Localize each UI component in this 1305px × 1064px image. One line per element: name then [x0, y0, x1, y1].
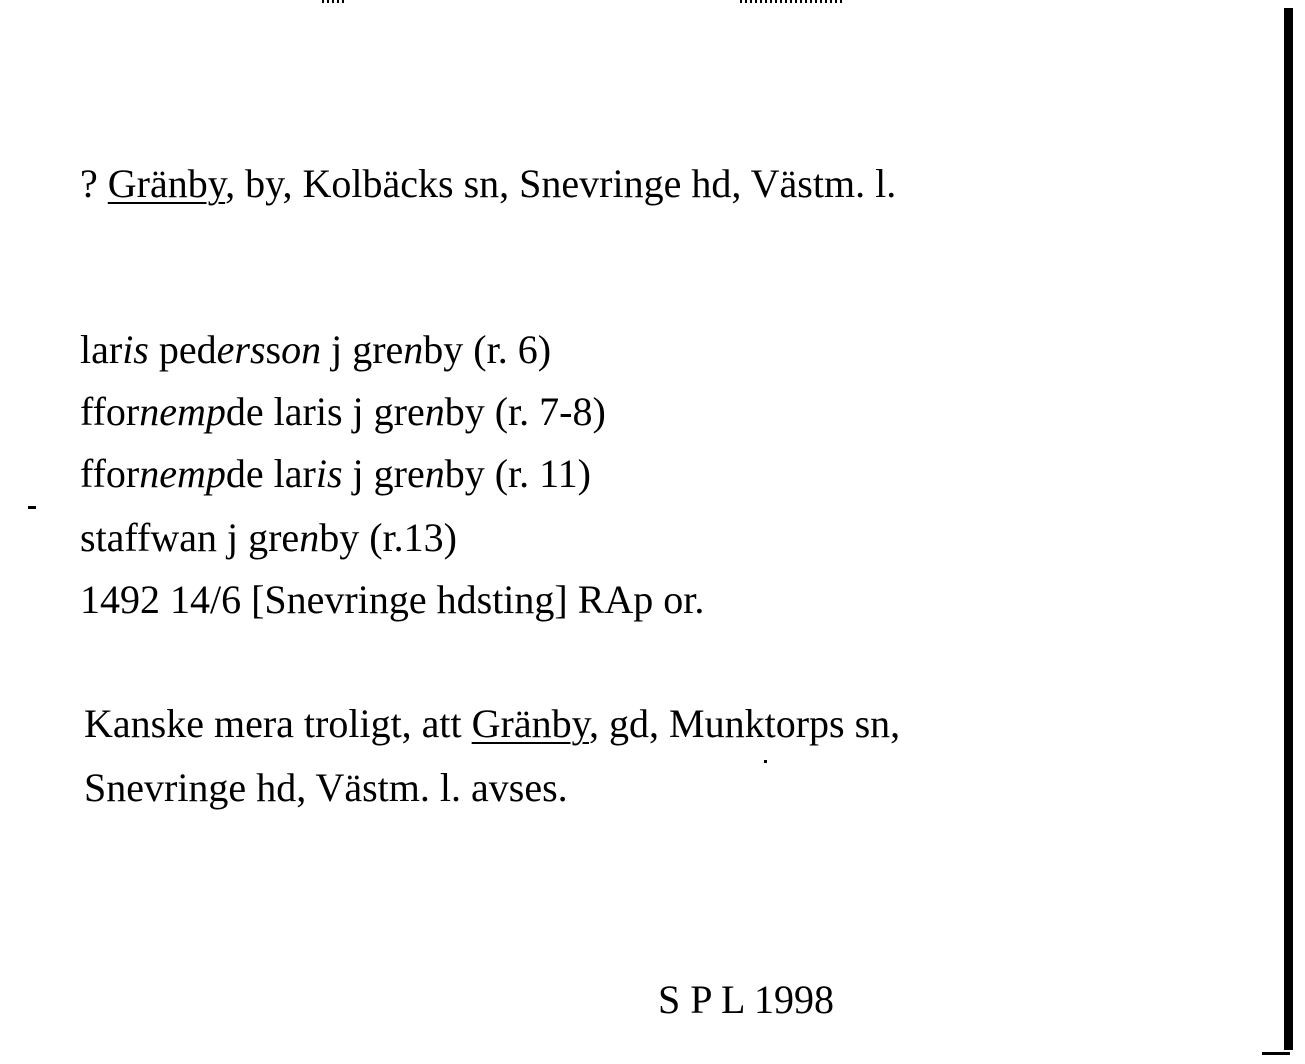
reference-text-run: ffor — [80, 389, 140, 434]
reference-line — [80, 450, 591, 498]
reference-text-run: nemp — [139, 389, 226, 434]
reference-line — [80, 576, 704, 624]
reference-text-run: staffwan j gre — [80, 515, 300, 560]
reference-text-run: 1492 14/6 [Snevringe hdsting] RAp or. — [80, 577, 705, 622]
reference-text-run: n — [299, 515, 320, 560]
reference-text-run: ped — [148, 327, 217, 372]
comment-text: , gd, Munktorps sn, — [589, 701, 901, 746]
reference-text-run: de laris j gre — [225, 389, 425, 434]
reference-text-run: j gre — [342, 451, 425, 496]
reference-text-run: ffor — [80, 451, 140, 496]
reference-line — [80, 326, 551, 374]
scan-artifact — [740, 0, 844, 3]
comment-line: Snevringe hd, Västm. l. avses. — [84, 765, 568, 810]
comment-place-name: Gränby — [471, 701, 590, 746]
reference-text-run: s — [265, 327, 282, 372]
reference-text-run: is — [315, 451, 343, 496]
reference-text-run: is — [122, 327, 149, 372]
comment-line — [84, 700, 900, 748]
card-heading — [80, 160, 896, 208]
heading-description: , by, Kolbäcks sn, Snevringe hd, Västm. l. — [225, 161, 897, 206]
reference-text-run: by (r. 7-8) — [444, 389, 606, 434]
reference-text-run: by (r.13) — [319, 515, 457, 560]
comment-text: Kanske mera troligt, att — [84, 701, 472, 746]
reference-line — [80, 388, 606, 436]
scan-artifact — [322, 0, 344, 3]
reference-text-run: n — [424, 451, 445, 496]
reference-text-run: j gre — [321, 327, 404, 372]
scan-artifact — [28, 506, 36, 509]
scan-artifact — [764, 760, 767, 763]
reference-text-run: n — [424, 389, 445, 434]
heading-place-name: Gränby — [107, 161, 226, 206]
card-edge-foot — [1262, 1052, 1290, 1055]
card-edge-rule — [1284, 8, 1293, 1050]
heading-prefix: ? — [80, 161, 108, 206]
reference-text-run: de lar — [225, 451, 316, 496]
reference-text-run: nemp — [139, 451, 226, 496]
reference-text-run: lar — [80, 327, 123, 372]
reference-text-run: ers — [216, 327, 266, 372]
reference-text-run: on — [281, 327, 322, 372]
reference-text-run: by (r. 11) — [444, 451, 591, 496]
reference-text-run: n — [403, 327, 424, 372]
reference-text-run: by (r. 6) — [423, 327, 552, 372]
reference-line — [80, 514, 457, 562]
signature: S P L 1998 — [658, 977, 834, 1022]
